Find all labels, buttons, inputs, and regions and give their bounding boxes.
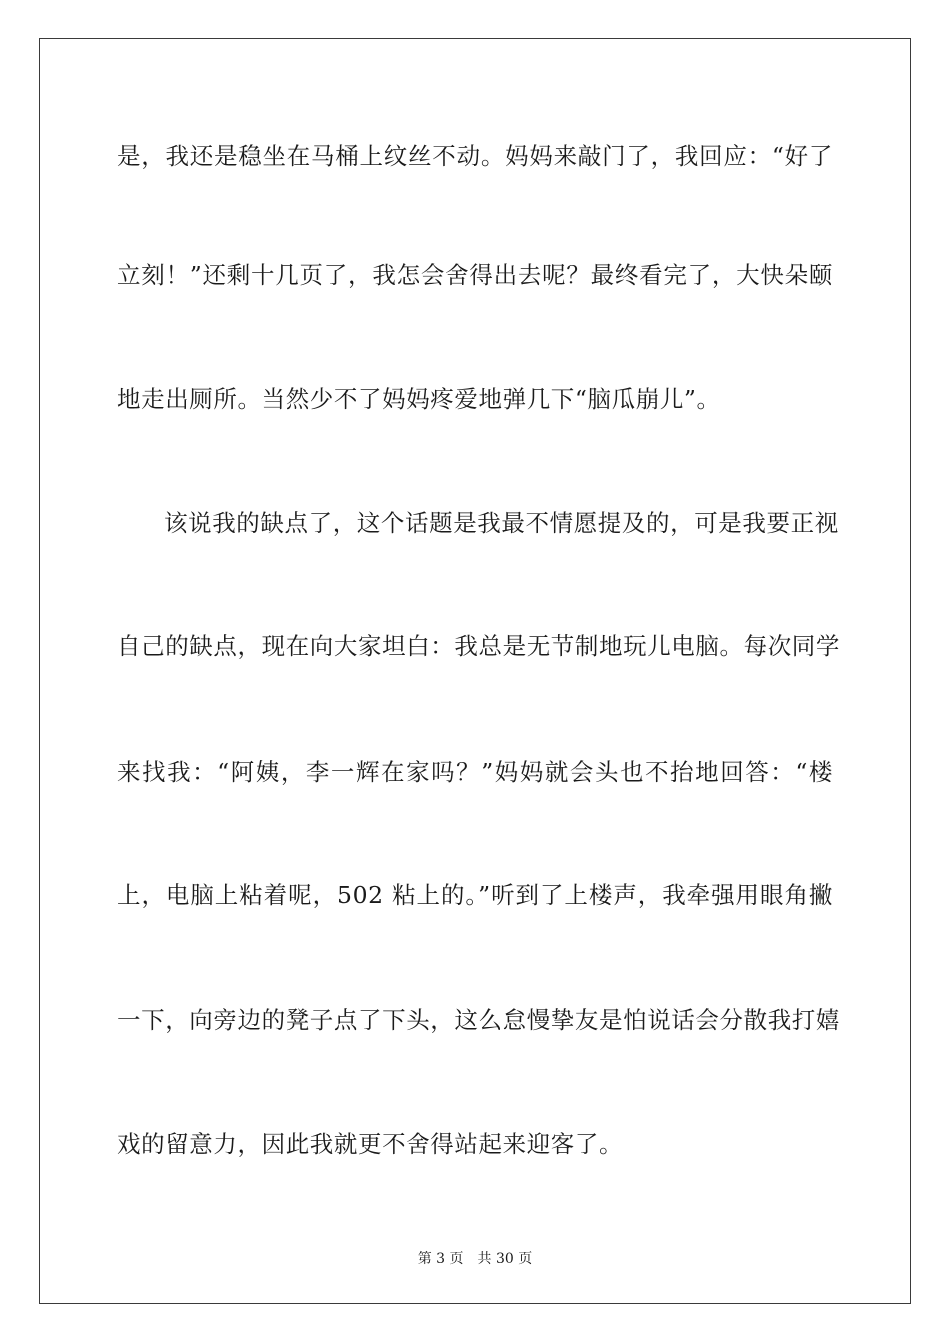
paragraph-line: 地走出厕所。当然少不了妈妈疼爱地弹几下“脑瓜崩儿”。 <box>117 385 721 413</box>
paragraph-line: 立刻！”还剩十几页了，我怎会舍得出去呢？最终看完了，大快朵颐 <box>117 261 833 289</box>
paragraph-line: 自己的缺点，现在向大家坦白：我总是无节制地玩儿电脑。每次同学 <box>117 632 840 660</box>
page-border <box>39 38 911 1304</box>
page-footer <box>0 1248 950 1268</box>
paragraph-line: 戏的留意力，因此我就更不舍得站起来迎客了。 <box>117 1130 624 1158</box>
paragraph-line: 一下，向旁边的凳子点了下头，这么怠慢挚友是怕说话会分散我打嬉 <box>117 1006 840 1034</box>
paragraph-line: 来找我：“阿姨，李一辉在家吗？”妈妈就会头也不抬地回答：“楼 <box>117 758 833 786</box>
paragraph-line: 该说我的缺点了，这个话题是我最不情愿提及的，可是我要正视 <box>164 509 839 537</box>
page-number: 第 3 页 <box>417 1251 464 1267</box>
paragraph-line: 是，我还是稳坐在马桶上纹丝不动。妈妈来敲门了，我回应：“好了 <box>117 142 833 170</box>
paragraph-line: 上，电脑上粘着呢，502 粘上的。”听到了上楼声，我牵强用眼角撇 <box>117 881 833 909</box>
page-total: 共 30 页 <box>477 1251 533 1267</box>
